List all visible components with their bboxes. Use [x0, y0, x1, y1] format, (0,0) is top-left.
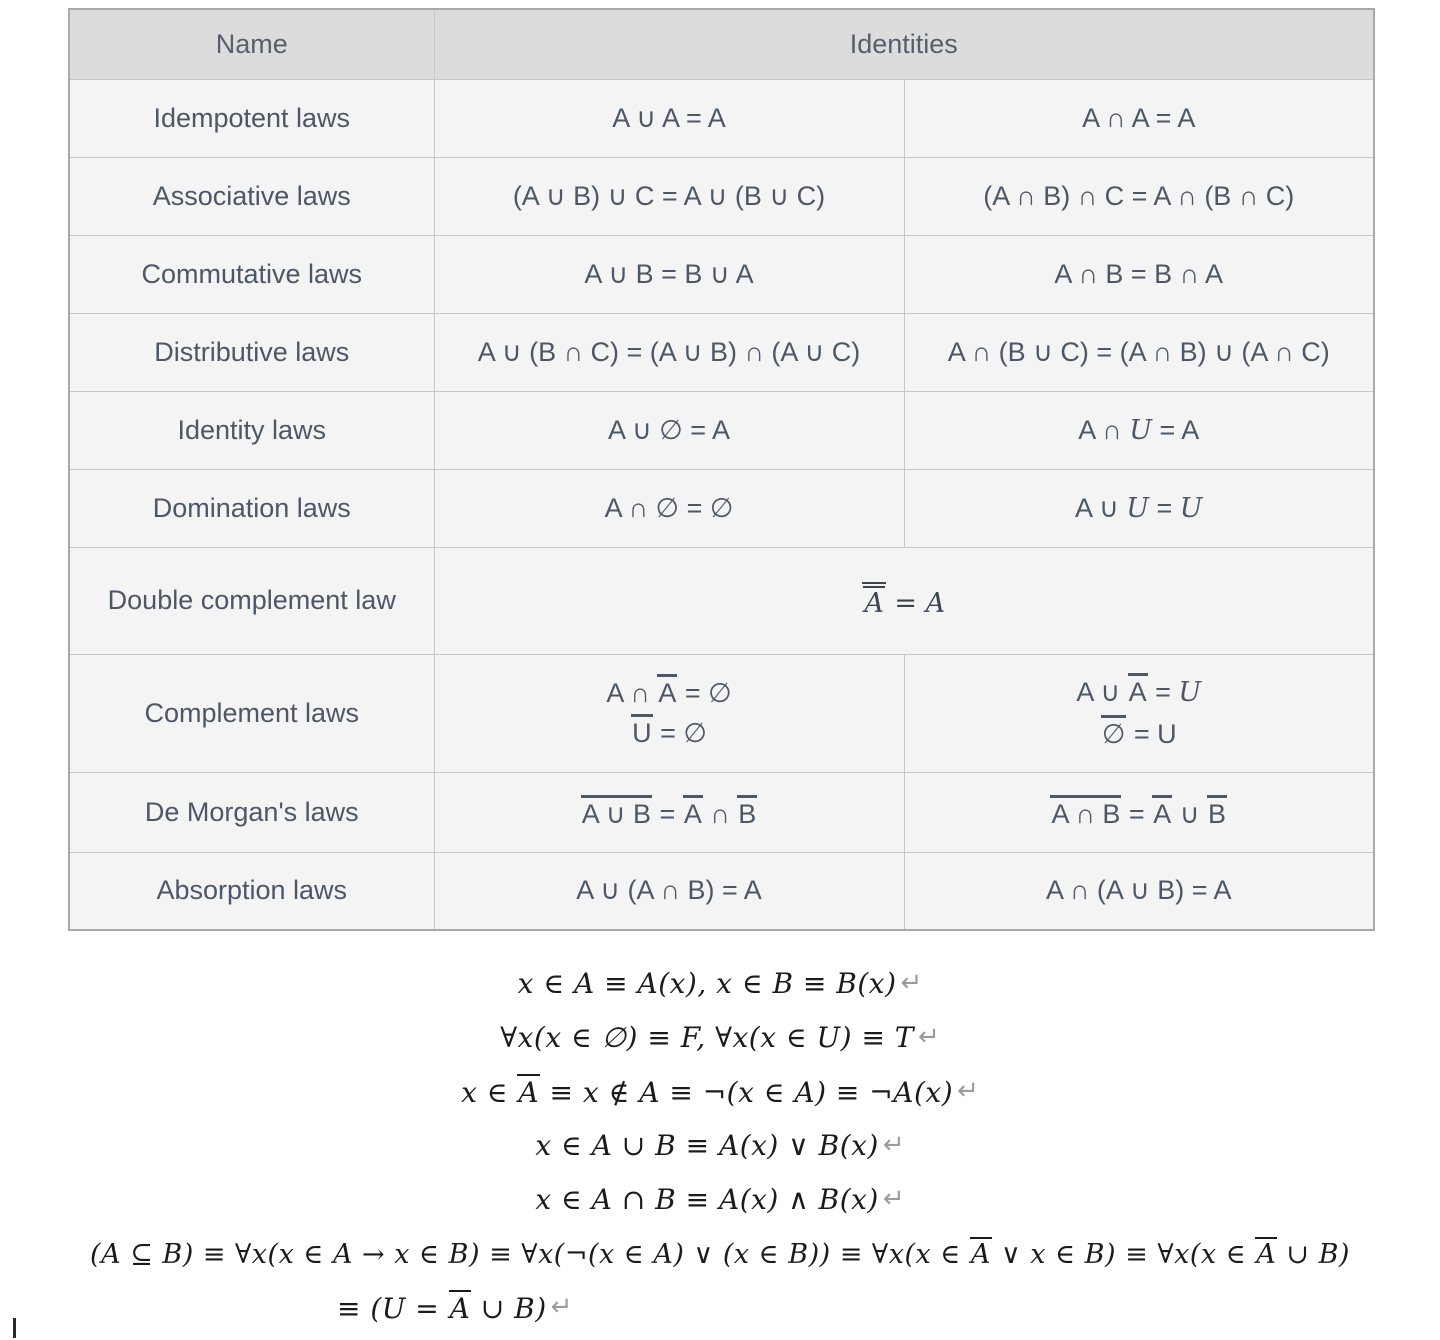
set-identities-table [68, 8, 1375, 931]
law-name: Absorption laws [69, 852, 434, 930]
table-row-absorption [69, 852, 1374, 930]
identity-left [434, 654, 904, 772]
identity-right: A ∪ U = U [904, 469, 1374, 547]
table-row-idempotent [69, 79, 1374, 157]
table-row-double-complement [69, 547, 1374, 654]
table-row-distributive [69, 313, 1374, 391]
header-name: Name [69, 9, 434, 79]
table-row-identity [69, 391, 1374, 469]
header-identities: Identities [434, 9, 1374, 79]
identity-right: A ∩ A = A [904, 79, 1374, 157]
law-name: Domination laws [69, 469, 434, 547]
identity-left: A ∪ ∅ = A [434, 391, 904, 469]
identity-left: A ∪ (A ∩ B) = A [434, 852, 904, 930]
identity-left: A ∪ (B ∩ C) = (A ∪ B) ∩ (A ∪ C) [434, 313, 904, 391]
table-row-commutative [69, 235, 1374, 313]
identity-right [904, 654, 1374, 772]
identity-line: ∅ = U [909, 714, 1370, 755]
formula-text: x ∈ A ≡ x ∉ A ≡ ¬(x ∈ A) ≡ ¬A(x) [461, 1075, 954, 1109]
law-name: Double complement law [69, 547, 434, 654]
identity-line: A ∩ A = ∅ [439, 673, 900, 714]
identity-line: U = ∅ [439, 713, 900, 754]
paragraph-return-icon: ↵ [550, 1292, 573, 1322]
membership-formulas [0, 956, 1440, 1334]
identity-left: (A ∪ B) ∪ C = A ∪ (B ∪ C) [434, 157, 904, 235]
formula-text: ≡ (U = A ∪ B) [337, 1291, 547, 1325]
law-name: Associative laws [69, 157, 434, 235]
formula-text: x ∈ A ≡ A(x), x ∈ B ≡ B(x) [517, 966, 897, 1000]
law-name: Idempotent laws [69, 79, 434, 157]
formula-line [0, 1226, 1440, 1280]
formula-line [0, 1280, 1440, 1334]
paragraph-return-icon: ↵ [957, 1076, 979, 1106]
formula-line [0, 1172, 1440, 1226]
law-name: Identity laws [69, 391, 434, 469]
identity-left: A ∪ B = B ∪ A [434, 235, 904, 313]
identity-right: A ∩ B = B ∩ A [904, 235, 1374, 313]
formula-text: (A ⊆ B) ≡ ∀x(x ∈ A → x ∈ B) ≡ ∀x(¬(x ∈ A) ∨ (x ∈ B)) ≡ ∀x(x ∈ A ∨ x ∈ B) ≡ ∀x(x ∈ A ∪ B) [90, 1238, 1350, 1270]
paragraph-return-icon: ↵ [882, 1184, 905, 1214]
identity-merged: A = A [434, 547, 1374, 654]
law-name: Commutative laws [69, 235, 434, 313]
table-row-complement [69, 654, 1374, 772]
paragraph-return-icon: ↵ [882, 1130, 905, 1160]
formula-text: x ∈ A ∪ B ≡ A(x) ∨ B(x) [535, 1128, 879, 1162]
formula-text: ∀x(x ∈ ∅) ≡ F, ∀x(x ∈ U) ≡ T [500, 1020, 914, 1054]
table-header-row [69, 9, 1374, 79]
paragraph-return-icon: ↵ [917, 1022, 940, 1052]
identity-right: A ∩ (A ∪ B) = A [904, 852, 1374, 930]
identity-left: A ∪ B = A ∩ B [434, 772, 904, 852]
formula-line [0, 1118, 1440, 1172]
identity-left: A ∩ ∅ = ∅ [434, 469, 904, 547]
formula-line [0, 1064, 1440, 1118]
identity-right: A ∩ U = A [904, 391, 1374, 469]
text-cursor [13, 1318, 16, 1338]
identity-line: A ∪ A = U [909, 672, 1370, 714]
paragraph-return-icon: ↵ [900, 968, 923, 998]
table-row-associative [69, 157, 1374, 235]
identity-right: A ∩ (B ∪ C) = (A ∩ B) ∪ (A ∩ C) [904, 313, 1374, 391]
law-name: Distributive laws [69, 313, 434, 391]
identity-right: A ∩ B = A ∪ B [904, 772, 1374, 852]
table-row-de-morgan [69, 772, 1374, 852]
table-row-domination [69, 469, 1374, 547]
formula-text: x ∈ A ∩ B ≡ A(x) ∧ B(x) [535, 1182, 879, 1216]
law-name: Complement laws [69, 654, 434, 772]
identity-right: (A ∩ B) ∩ C = A ∩ (B ∩ C) [904, 157, 1374, 235]
identity-left: A ∪ A = A [434, 79, 904, 157]
formula-line [0, 1010, 1440, 1064]
formula-line [0, 956, 1440, 1010]
law-name: De Morgan's laws [69, 772, 434, 852]
